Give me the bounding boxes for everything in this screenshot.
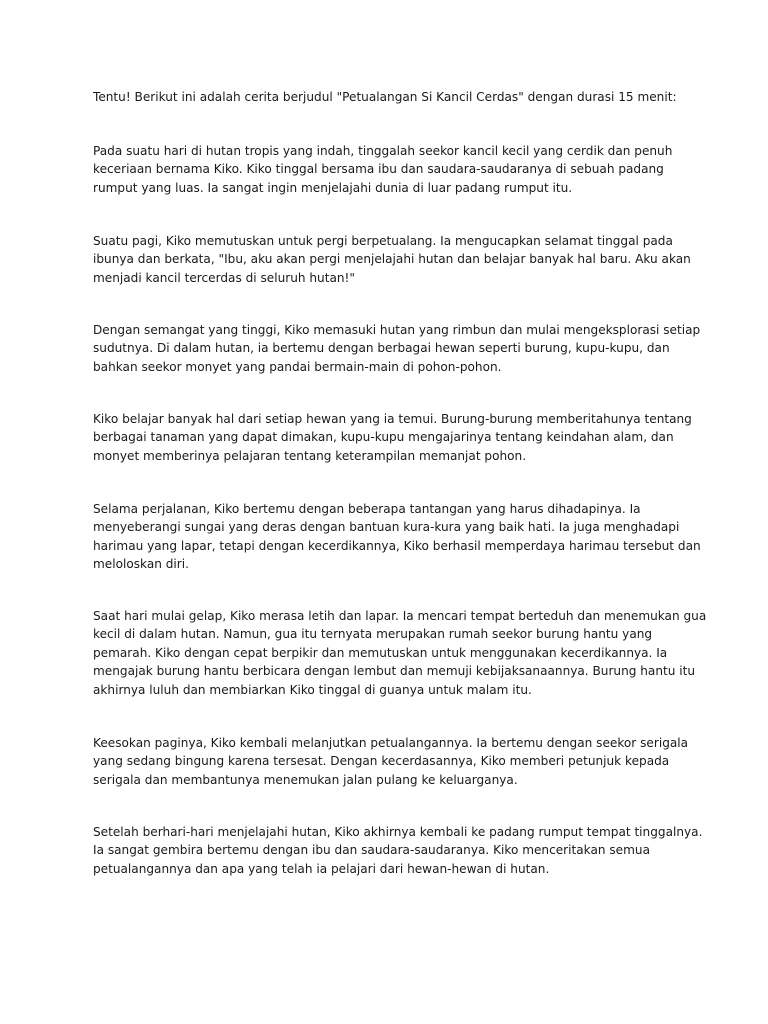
paragraph-4: [93, 410, 692, 465]
text-line: Tentu! Berikut ini adalah cerita berjudul "Petualangan Si Kancil Cerdas" dengan durasi 15 menit:: [93, 90, 677, 104]
text-line: meloloskan diri.: [93, 557, 189, 572]
text-line: Setelah berhari-hari menjelajahi hutan, Kiko akhirnya kembali ke padang rumput tempat tinggalnya.: [93, 825, 703, 839]
paragraph-5: [93, 500, 701, 574]
paragraph-7: [93, 734, 689, 789]
text-line: mengajak burung hantu berbicara dengan lembut dan memuji kebijaksanaannya. Burung hantu itu: [93, 664, 696, 679]
paragraph-3: [93, 321, 701, 376]
text-line: menyeberangi sungai yang deras dengan bantuan kura-kura yang baik hati. Ia juga menghadapi: [93, 520, 680, 535]
intro-paragraph: [93, 88, 683, 106]
text-line: harimau yang lapar, tetapi dengan kecerdikannya, Kiko berhasil memperdaya harimau tersebut dan: [93, 538, 701, 553]
text-line: Keesokan paginya, Kiko kembali melanjutkan petualangannya. Ia bertemu dengan seekor serigala: [93, 736, 689, 750]
text-line: yang sedang bingung karena tersesat. Dengan kecerdasannya, Kiko memberi petunjuk kepada: [93, 754, 670, 769]
text-line: serigala dan membantunya menemukan jalan pulang ke keluarganya.: [93, 772, 518, 787]
text-line: kecil di dalam hutan. Namun, gua itu ternyata merupakan rumah seekor burung hantu yang: [93, 627, 653, 642]
text-line: menjadi kancil tercerdas di seluruh hutan!": [93, 270, 355, 285]
text-line: Ia sangat gembira bertemu dengan ibu dan saudara-saudaranya. Kiko menceritakan semua: [93, 843, 650, 858]
text-line: Selama perjalanan, Kiko bertemu dengan beberapa tantangan yang harus dihadapinya. Ia: [93, 502, 641, 516]
text-line: Kiko belajar banyak hal dari setiap hewan yang ia temui. Burung-burung memberitahunya tentang: [93, 412, 692, 426]
text-line: akhirnya luluh dan membiarkan Kiko tinggal di guanya untuk malam itu.: [93, 682, 532, 697]
paragraph-6: [93, 607, 707, 699]
text-line: Dengan semangat yang tinggi, Kiko memasuki hutan yang rimbun dan mulai mengeksplorasi setiap: [93, 323, 701, 337]
text-line: bahkan seekor monyet yang pandai bermain-main di pohon-pohon.: [93, 359, 502, 374]
text-line: sudutnya. Di dalam hutan, ia bertemu dengan berbagai hewan seperti burung, kupu-kupu, dan: [93, 341, 670, 356]
text-line: Suatu pagi, Kiko memutuskan untuk pergi berpetualang. Ia mengucapkan selamat tinggal pada: [93, 234, 673, 248]
paragraph-8: [93, 823, 703, 878]
text-line: Pada suatu hari di hutan tropis yang indah, tinggalah seekor kancil kecil yang cerdik dan penuh: [93, 144, 673, 158]
text-line: monyet memberinya pelajaran tentang keterampilan memanjat pohon.: [93, 448, 527, 463]
text-line: rumput yang luas. Ia sangat ingin menjelajahi dunia di luar padang rumput itu.: [93, 180, 573, 195]
text-line: petualangannya dan apa yang telah ia pelajari dari hewan-hewan di hutan.: [93, 861, 550, 876]
text-line: berbagai tanaman yang dapat dimakan, kupu-kupu mengajarinya tentang keindahan alam, dan: [93, 430, 674, 445]
text-line: Saat hari mulai gelap, Kiko merasa letih dan lapar. Ia mencari tempat berteduh dan menemukan gua: [93, 609, 707, 623]
text-line: keceriaan bernama Kiko. Kiko tinggal bersama ibu dan saudara-saudaranya di sebuah padang: [93, 162, 664, 177]
paragraph-1: [93, 142, 683, 197]
paragraph-2: [93, 232, 691, 287]
text-line: pemarah. Kiko dengan cepat berpikir dan memutuskan untuk menggunakan kecerdikannya. Ia: [93, 645, 668, 660]
text-line: ibunya dan berkata, "Ibu, aku akan pergi menjelajahi hutan dan belajar banyak hal baru. Aku akan: [93, 252, 691, 267]
